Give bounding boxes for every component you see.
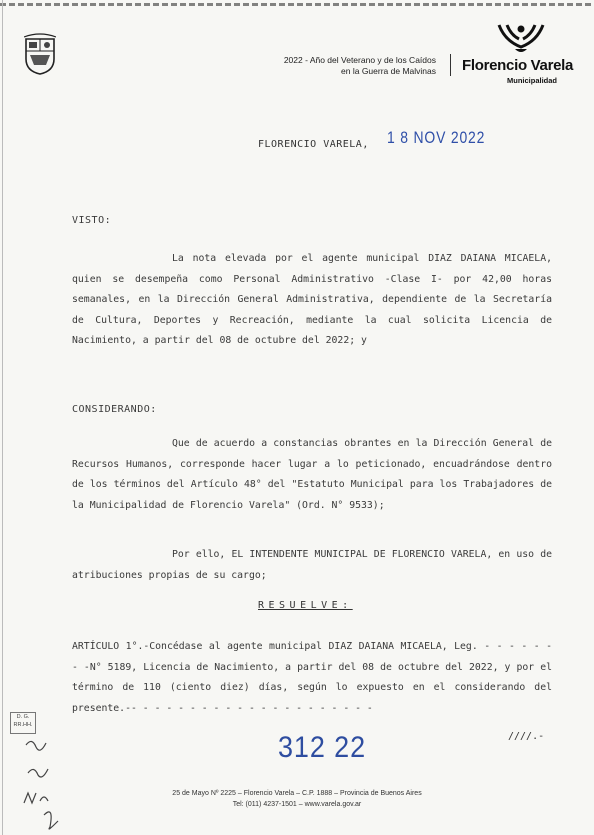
brand-subtitle: Municipalidad bbox=[507, 76, 558, 85]
considerando-paragraph-2: Por ello, EL INTENDENTE MUNICIPAL DE FLORENCIO VARELA, en uso de atribuciones propias de su cargo; bbox=[72, 549, 552, 581]
handwritten-initials-icon bbox=[18, 735, 68, 835]
continued-marker: ////.- bbox=[508, 731, 545, 742]
motto-line-2: en la Guerra de Malvinas bbox=[341, 66, 436, 76]
footer-address: 25 de Mayo Nº 2225 – Florencio Varela – C.P. 1888 – Provincia de Buenos Aires bbox=[172, 790, 422, 797]
motto-line-1: 2022 - Año del Veterano y de los Caídos bbox=[283, 55, 436, 65]
visto-label: VISTO: bbox=[72, 215, 112, 226]
scan-edge-top bbox=[0, 3, 594, 6]
articulo-1: ARTÍCULO 1°.-Concédase al agente municipal DIAZ DAIANA MICAELA, Leg. - - - - - - - -N° 5189, Licencia de Nacimiento, a partir del 08 de octubre del 2022, y por el término de 110 (ciento diez) días, según lo expuesto en el considerando del presente.-- - - - - - - - - - - - - - - - - - - - - bbox=[72, 641, 552, 714]
header-divider bbox=[450, 54, 451, 76]
header-motto bbox=[226, 55, 436, 77]
footer-contact: Tel: (011) 4237-1501 – www.varela.gov.ar bbox=[232, 801, 362, 808]
considerando-label: CONSIDERANDO: bbox=[72, 404, 157, 415]
hr-stamp: D. G. RR.HH. bbox=[10, 712, 36, 734]
florencio-varela-logo-icon bbox=[495, 23, 547, 55]
considerando-paragraph-1: Que de acuerdo a constancias obrantes en la Dirección General de Recursos Humanos, corresponde hacer lugar a lo peticionado, encuadrándose dentro de los términos del Artículo 48° del "Estatuto Municipal para los Trabajadores de la Municipalidad de Florencio Varela" (Ord. N° 9533); bbox=[72, 438, 552, 511]
visto-paragraph: La nota elevada por el agente municipal DIAZ DAIANA MICAELA, quien se desempeña como Personal Administrativo -Clase I- por 42,00 horas semanales, en la Dirección General Administrativa, dependiente de la Secretaría de Cultura, Deportes y Recreación, mediante la cual solicita Licencia de Nacimiento, a partir del 08 de octubre del 2022; y bbox=[72, 253, 552, 346]
resolution-number: 312 22 bbox=[278, 731, 366, 764]
municipal-crest-icon bbox=[24, 33, 56, 75]
date-stamp: 1 8 NOV 2022 bbox=[387, 128, 486, 147]
scan-edge-left bbox=[2, 0, 3, 835]
brand-name: Florencio Varela bbox=[462, 57, 574, 74]
resuelve-heading: RESUELVE: bbox=[258, 600, 353, 611]
document-place: FLORENCIO VARELA, bbox=[258, 139, 369, 150]
